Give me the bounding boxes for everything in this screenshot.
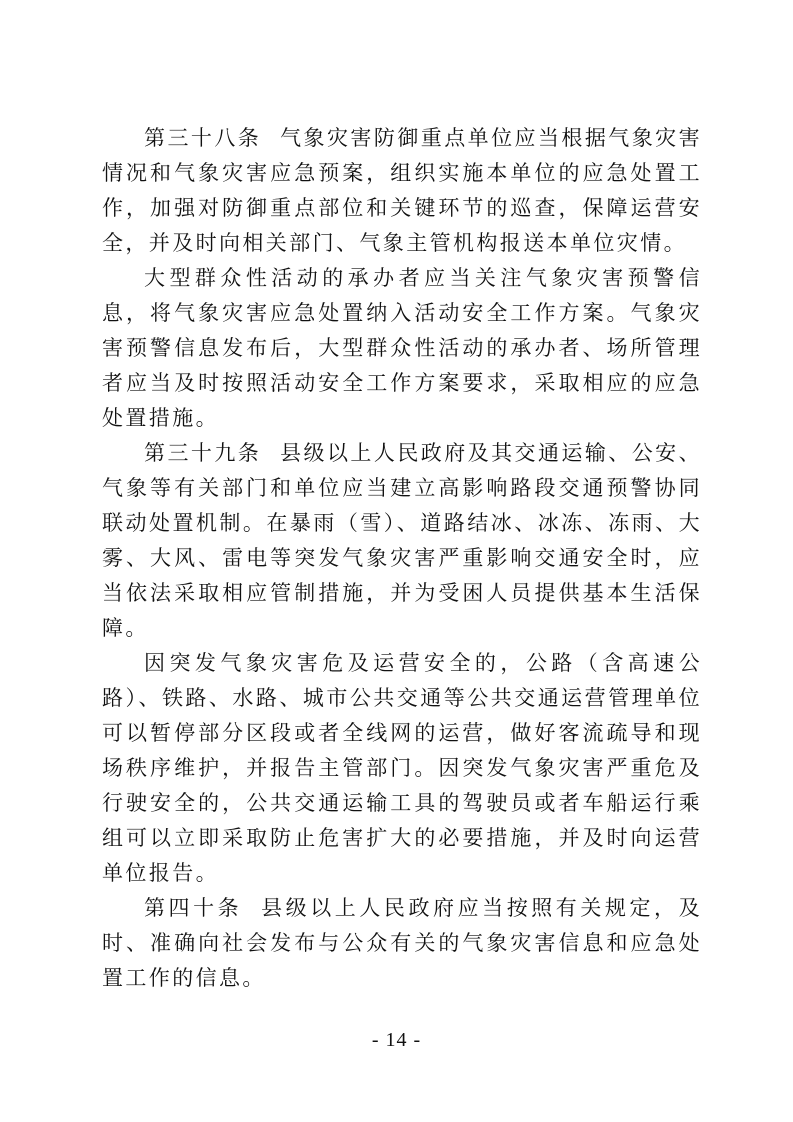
paragraph-text: 县级以上人民政府应当按照有关规定，及时、准确向社会发布与公众有关的气象灾害信息和应急处置工作的信息。 (102, 896, 702, 990)
paragraph-text: 县级以上人民政府及其交通运输、公安、气象等有关部门和单位应当建立高影响路段交通预警协同联动处置机制。在暴雨（雪）、道路结冰、冰冻、冻雨、大雾、大风、雷电等突发气象灾害严重影响交通安全时，应当依法采取相应管制措施，并为受困人员提供基本生活保障。 (102, 441, 703, 640)
paragraph-text: 大型群众性活动的承办者应当关注气象灾害预警信息，将气象灾害应急处置纳入活动安全工作方案。气象灾害预警信息发布后，大型群众性活动的承办者、场所管理者应当及时按照活动安全工作方案要求，采取相应的应急处置措施。 (102, 266, 702, 430)
paragraph-text: 因突发气象灾害危及运营安全的，公路（含高速公路）、铁路、水路、城市公共交通等公共交通运营管理单位可以暂停部分区段或者全线网的运营，做好客流疏导和现场秩序维护，并报告主管部门。因突发气象灾害严重危及行驶安全的，公共交通运输工具的驾驶员或者车船运行乘组可以立即采取防止危害扩大的必要措施，并及时向运营单位报告。 (102, 651, 702, 885)
paragraph-article-38 (102, 121, 702, 261)
page-number: - 14 - (371, 1029, 422, 1051)
document-body (102, 121, 702, 996)
article-number: 第三十九条 (144, 441, 262, 465)
article-number: 第三十八条 (144, 126, 262, 150)
article-number: 第四十条 (144, 896, 243, 920)
paragraph-article-40 (102, 891, 702, 996)
paragraph-large-events (102, 261, 702, 436)
paragraph-public-transport (102, 646, 702, 891)
paragraph-text: 气象灾害防御重点单位应当根据气象灾害情况和气象灾害应急预案，组织实施本单位的应急处置工作，加强对防御重点部位和关键环节的巡查，保障运营安全，并及时向相关部门、气象主管机构报送本单位灾情。 (102, 126, 703, 255)
paragraph-article-39 (102, 436, 702, 646)
